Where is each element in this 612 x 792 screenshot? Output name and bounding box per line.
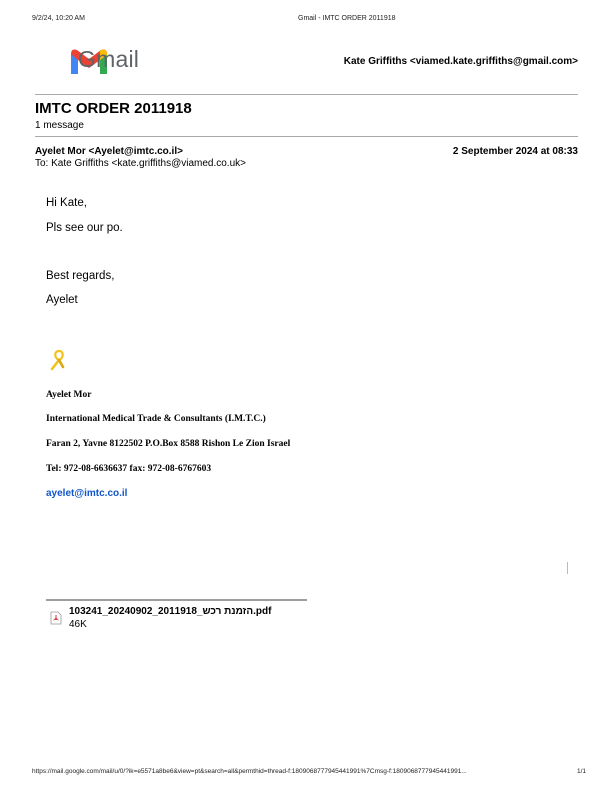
signature-company: International Medical Trade & Consultants (I.M.T.C.)	[46, 414, 266, 424]
header-divider	[35, 94, 578, 95]
subject-divider	[35, 136, 578, 137]
attachment-divider	[46, 599, 307, 601]
body-line: Pls see our po.	[46, 222, 123, 234]
print-footer-url: https://mail.google.com/mail/u/0/?ik=e5571a8be6&view=pt&search=all&permthid=thread-f:1809068777945441991%7Cmsg-f:1809068777945441991...	[32, 768, 467, 775]
print-page-number: 1/1	[577, 768, 587, 775]
attachment-filename[interactable]: 103241_20240902_2011918_הזמנת רכש.pdf	[69, 606, 272, 617]
body-greeting: Hi Kate,	[46, 197, 87, 209]
signature-name: Ayelet Mor	[46, 390, 92, 400]
scroll-tick	[567, 562, 568, 574]
print-date-time: 9/2/24, 10:20 AM	[32, 15, 85, 22]
sender: Ayelet Mor <Ayelet@imtc.co.il>	[35, 146, 183, 157]
ribbon-icon	[48, 348, 70, 372]
signature-address: Faran 2, Yavne 8122502 P.O.Box 8588 Rishon Le Zion Israel	[46, 439, 291, 449]
message-date: 2 September 2024 at 08:33	[452, 146, 578, 157]
account-label: Kate Griffiths <viamed.kate.griffiths@gmail.com>	[343, 56, 578, 67]
recipient: To: Kate Griffiths <kate.griffiths@viamed.co.uk>	[35, 158, 246, 169]
body-name: Ayelet	[46, 294, 78, 306]
attachment-size: 46K	[69, 619, 87, 630]
message-count: 1 message	[35, 120, 84, 131]
signature-phone: Tel: 972-08-6636637 fax: 972-08-6767603	[46, 464, 212, 474]
print-page-title: Gmail - IMTC ORDER 2011918	[298, 15, 396, 22]
pdf-file-icon[interactable]	[50, 611, 62, 625]
thread-subject: IMTC ORDER 2011918	[35, 100, 192, 117]
body-closing: Best regards,	[46, 270, 115, 282]
gmail-logo-text: Gmail	[78, 46, 140, 72]
signature-email-link[interactable]: ayelet@imtc.co.il	[46, 488, 128, 499]
